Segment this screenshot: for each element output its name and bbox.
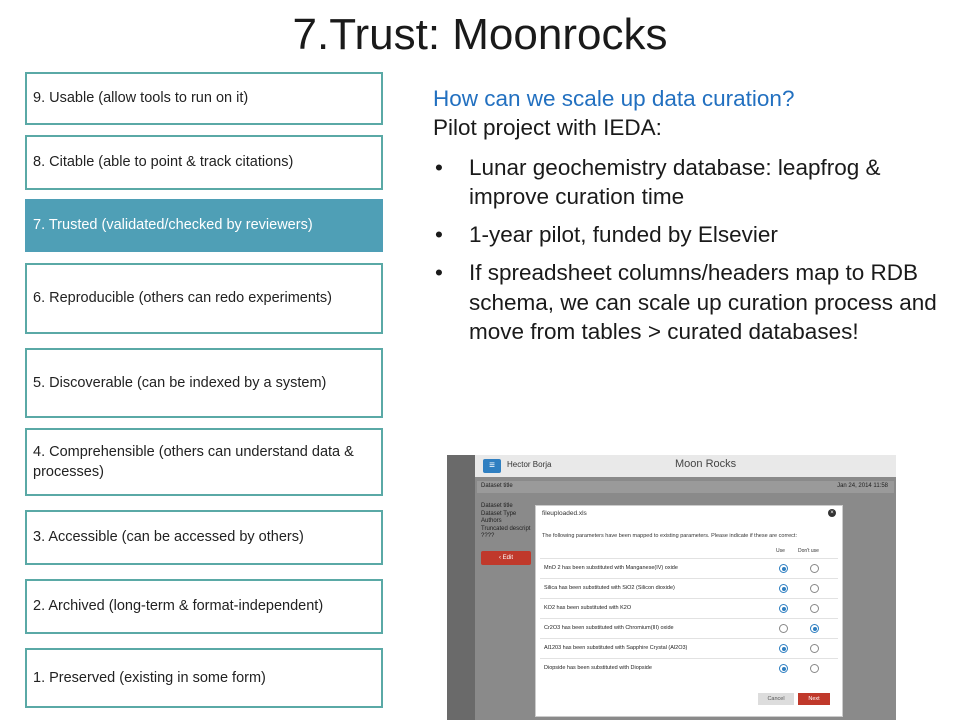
mapping-row [540, 638, 838, 657]
user-name: Hector Borja [507, 460, 552, 469]
dont-use-radio[interactable] [810, 624, 819, 633]
use-radio[interactable] [779, 604, 788, 613]
cancel-button[interactable]: Cancel [758, 693, 794, 705]
mapping-row [540, 578, 838, 597]
dont-use-radio[interactable] [810, 604, 819, 613]
use-radio[interactable] [779, 644, 788, 653]
question-heading: How can we scale up data curation? [433, 86, 795, 111]
pilot-heading: Pilot project with IEDA: [433, 115, 662, 141]
dialog-title: fileuploaded.xls [542, 510, 587, 517]
level-7-trusted: 7. Trusted (validated/checked by reviewers) [25, 199, 383, 252]
dialog-message: The following parameters have been mapped to existing parameters. Please indicate if these are correct: [542, 533, 797, 539]
close-icon[interactable]: × [828, 509, 836, 517]
edit-label: Edit [502, 555, 513, 561]
bullet-text: If spreadsheet columns/headers map to RDB schema, we can scale up curation process and move from tables > curated databases! [469, 260, 937, 344]
level-3-accessible: 3. Accessible (can be accessed by others) [25, 510, 383, 565]
menu-icon[interactable]: ≡ [483, 459, 501, 473]
field-label: Truncated descript [481, 525, 531, 532]
field-label: ???? [481, 533, 495, 539]
mapping-text: Silica has been substituted with SiO2 (Silicon dioxide) [544, 585, 675, 591]
level-1-preserved: 1. Preserved (existing in some form) [25, 648, 383, 708]
mapping-row [540, 598, 838, 617]
use-radio[interactable] [779, 584, 788, 593]
bullet-item [433, 258, 953, 346]
mapping-text: KO2 has been substituted with K2O [544, 605, 632, 611]
level-6-reproducible: 6. Reproducible (others can redo experiments) [25, 263, 383, 334]
col-header-dont-use: Don't use [798, 548, 819, 554]
dataset-row-label: Dataset title [481, 483, 513, 489]
bullet-glyph: • [435, 222, 443, 247]
mapping-dialog [535, 505, 843, 717]
use-radio[interactable] [779, 664, 788, 673]
dont-use-radio[interactable] [810, 564, 819, 573]
bullet-glyph: • [435, 154, 443, 180]
mapping-row [540, 558, 838, 577]
level-8-citable: 8. Citable (able to point & track citations) [25, 135, 383, 190]
mapping-text: Cr2O3 has been substituted with Chromium(III) oxide [544, 625, 674, 631]
use-radio[interactable] [779, 564, 788, 573]
field-label: Dataset title [481, 503, 513, 509]
bullet-list [433, 153, 953, 347]
level-4-comprehensible: 4. Comprehensible (others can understand data & processes) [25, 428, 383, 496]
slide-title: 7.Trust: Moonrocks [292, 10, 668, 59]
dont-use-radio[interactable] [810, 644, 819, 653]
embedded-screenshot [447, 455, 896, 720]
mapping-text: Al1203 has been substituted with Sapphire Crystal (Al2O3) [544, 645, 688, 651]
mapping-row [540, 658, 838, 677]
level-2-archived: 2. Archived (long-term & format-independent) [25, 579, 383, 634]
dataset-row-date: Jan 24, 2014 11:58 [837, 483, 888, 489]
mapping-row [540, 618, 838, 637]
app-header [475, 455, 896, 477]
bullet-item [433, 220, 953, 249]
level-9-usable: 9. Usable (allow tools to run on it) [25, 72, 383, 125]
content-panel [433, 84, 953, 355]
field-label: Authors [481, 518, 502, 524]
dataset-fields [481, 503, 530, 541]
dont-use-radio[interactable] [810, 664, 819, 673]
dont-use-radio[interactable] [810, 584, 819, 593]
level-5-discoverable: 5. Discoverable (can be indexed by a system) [25, 348, 383, 418]
bullet-text: 1-year pilot, funded by Elsevier [469, 222, 778, 247]
use-radio[interactable] [779, 624, 788, 633]
bullet-glyph: • [435, 260, 443, 286]
mapping-text: MnO 2 has been substituted with Manganese(IV) oxide [544, 565, 678, 571]
bullet-item [433, 153, 953, 212]
col-header-use: Use [776, 548, 785, 554]
dataset-row [477, 481, 894, 493]
bullet-text: Lunar geochemistry database: leapfrog & improve curation time [469, 154, 881, 209]
next-button[interactable]: Next [798, 693, 830, 705]
mapping-text: Diopside has been substituted with Diopside [544, 665, 652, 671]
edit-button[interactable]: ‹ Edit [481, 551, 531, 565]
app-title: Moon Rocks [675, 458, 737, 470]
field-label: Dataset Type [481, 510, 517, 517]
